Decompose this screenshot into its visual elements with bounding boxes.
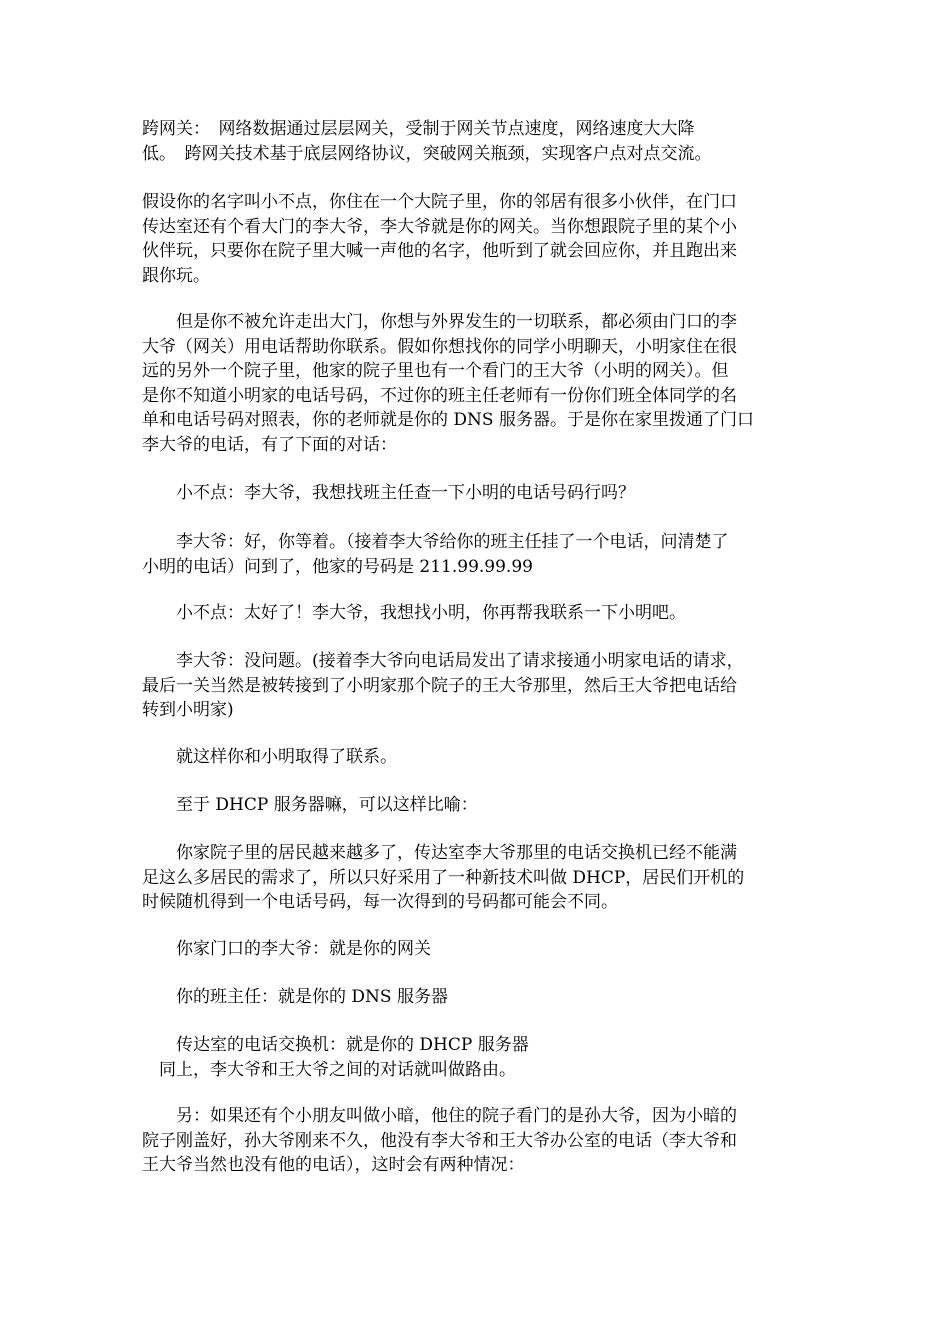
text-line: 假设你的名字叫小不点，你住在一个大院子里，你的邻居有很多小伙伴，在门口 xyxy=(142,192,737,212)
text-line: 最后一关当然是被转接到了小明家那个院子的王大爷那里，然后王大爷把电话给 xyxy=(142,675,737,696)
text-line: 院子刚盖好，孙大爷刚来不久，他没有李大爷和王大爷办公室的电话（李大爷和 xyxy=(142,1130,737,1151)
paragraph-summary-gateway xyxy=(142,937,812,962)
text-line: 但是你不被允许走出大门，你想与外界发生的一切联系，都必须由门口的李 xyxy=(142,312,737,332)
text-line: 小不点：李大爷，我想找班主任查一下小明的电话号码行吗？ xyxy=(142,483,635,503)
text-line: 另：如果还有个小朋友叫做小暗，他住的院子看门的是孙大爷，因为小暗的 xyxy=(142,1106,737,1126)
paragraph-dialogue-3 xyxy=(142,601,812,626)
paragraph-dialogue-4 xyxy=(142,649,812,723)
text-line: 王大爷当然也没有他的电话），这时会有两种情况： xyxy=(142,1155,525,1175)
text-line: 同上，李大爷和王大爷之间的对话就叫做路由。 xyxy=(142,1059,516,1080)
paragraph-summary-dns xyxy=(142,985,812,1010)
paragraph-gateway-dns-story xyxy=(142,310,812,457)
paragraph-summary-dhcp-routing xyxy=(142,1033,812,1082)
text-line: 伙伴玩，只要你在院子里大喊一声他的名字，他听到了就会回应你，并且跑出来 xyxy=(142,241,737,261)
text-line: 李大爷：没问题。(接着李大爷向电话局发出了请求接通小明家电话的请求， xyxy=(142,651,744,671)
text-line: 小明的电话）问到了，他家的号码是 211.99.99.99 xyxy=(142,556,533,577)
text-line: 就这样你和小明取得了联系。 xyxy=(142,747,397,767)
text-line: 跟你玩。 xyxy=(142,265,210,286)
text-line: 是你不知道小明家的电话号码，不过你的班主任老师有一份你们班全体同学的名 xyxy=(142,385,737,406)
paragraph-gateway-definition xyxy=(142,117,812,166)
text-line: 李大爷的电话，有了下面的对话： xyxy=(142,434,397,455)
text-line: 足这么多居民的需求了，所以只好采用了一种新技术叫做 DHCP，居民们开机的 xyxy=(142,867,745,888)
text-line: 大爷（网关）用电话帮助你联系。假如你想找你的同学小明聊天，小明家住在很 xyxy=(142,336,737,357)
text-line: 低。 跨网关技术基于底层网络协议，突破网关瓶颈，实现客户点对点交流。 xyxy=(142,143,712,164)
text-line: 跨网关： 网络数据通过层层网关，受制于网关节点速度，网络速度大大降 xyxy=(142,119,695,139)
paragraph-dhcp-intro xyxy=(142,793,812,818)
paragraph-dialogue-1 xyxy=(142,481,812,506)
text-line: 你的班主任：就是你的 DNS 服务器 xyxy=(142,987,448,1007)
paragraph-dhcp-analogy xyxy=(142,841,812,915)
text-line: 转到小明家) xyxy=(142,700,234,720)
text-line: 单和电话号码对照表，你的老师就是你的 DNS 服务器。于是你在家里拨通了门口 xyxy=(142,410,754,430)
text-line: 李大爷：好，你等着。（接着李大爷给你的班主任挂了一个电话，问清楚了 xyxy=(142,532,729,552)
paragraph-xiaoan-case xyxy=(142,1104,812,1178)
paragraph-dialogue-2 xyxy=(142,530,812,579)
text-line: 传达室的电话交换机：就是你的 DHCP 服务器 xyxy=(142,1035,529,1055)
text-line: 传达室还有个看大门的李大爷，李大爷就是你的网关。当你想跟院子里的某个小 xyxy=(142,216,737,237)
text-line: 至于 DHCP 服务器嘛，可以这样比喻： xyxy=(142,795,478,815)
text-line: 时候随机得到一个电话号码，每一次得到的号码都可能会不同。 xyxy=(142,892,618,912)
text-line: 小不点：太好了！李大爷，我想找小明，你再帮我联系一下小明吧。 xyxy=(142,603,686,623)
paragraph-intro-analogy xyxy=(142,190,812,288)
text-line: 远的另外一个院子里，他家的院子里也有一个看门的王大爷（小明的网关）。但 xyxy=(142,361,729,381)
text-line: 你家院子里的居民越来越多了，传达室李大爷那里的电话交换机已经不能满 xyxy=(142,843,737,863)
text-line: 你家门口的李大爷：就是你的网关 xyxy=(142,939,431,959)
paragraph-connected xyxy=(142,745,812,770)
